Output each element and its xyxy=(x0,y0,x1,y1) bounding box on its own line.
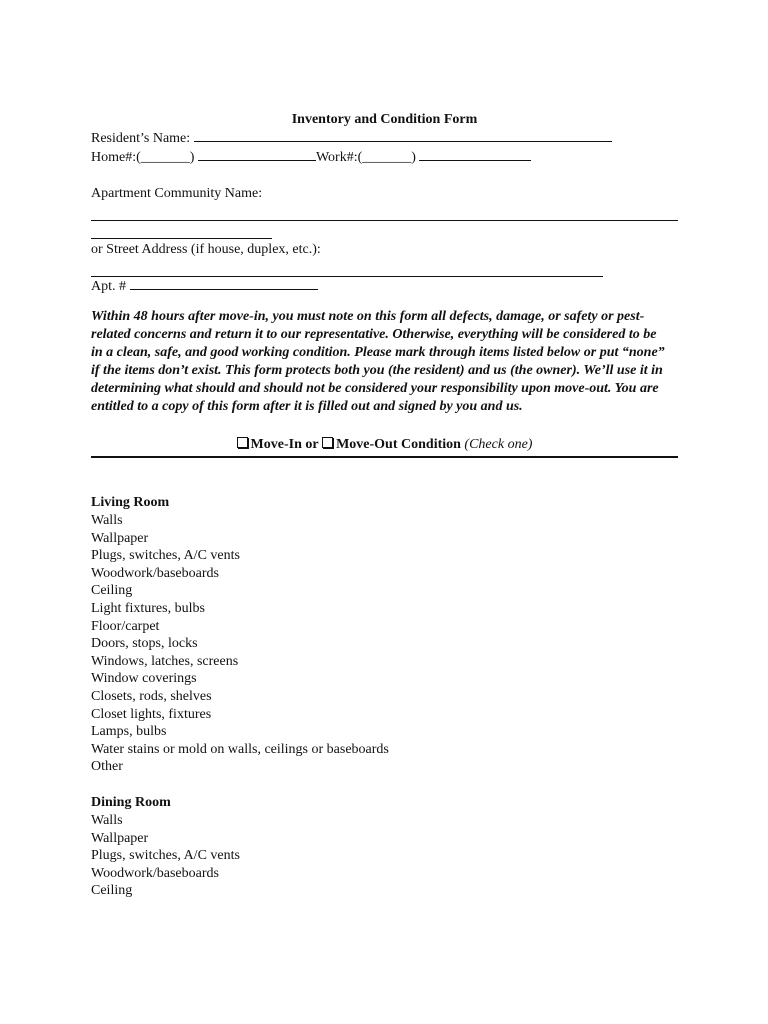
list-item: Woodwork/baseboards xyxy=(91,565,219,581)
form-page xyxy=(91,111,678,900)
list-item: Doors, stops, locks xyxy=(91,636,198,652)
list-item: Water stains or mold on walls, ceilings or baseboards xyxy=(91,741,389,757)
street-address-label: or Street Address (if house, duplex, etc.): xyxy=(91,242,321,257)
resident-name-label: Resident’s Name: xyxy=(91,131,191,146)
community-name-field[interactable] xyxy=(91,203,678,221)
list-item: Plugs, switches, A/C vents xyxy=(91,848,240,864)
apt-number-field[interactable] xyxy=(130,277,318,290)
list-item: Woodwork/baseboards xyxy=(91,865,219,881)
home-phone-label: Home#: xyxy=(91,150,137,165)
living-room-section xyxy=(91,494,678,776)
move-in-notice: Within 48 hours after move-in, you must note on this form all defects, damage, or safety or pest-related concerns and return it to our representative. Otherwise, everything will be considered to be in a clean, safe, and good working condition. Please mark through items listed below or put “none” if the items don’t exist. This form protects both you (the resident) and us (the owner). We’ll use it in determining what should and should not be considered your responsibility upon move-out. You are entitled to a copy of this form after it is filled out and signed by you and us. xyxy=(91,309,665,414)
apt-label: Apt. # xyxy=(91,279,126,294)
list-item: Window coverings xyxy=(91,671,197,687)
resident-name-row xyxy=(91,129,678,148)
list-item: Ceiling xyxy=(91,583,133,599)
move-out-label: Move-Out Condition xyxy=(336,437,461,452)
move-out-checkbox[interactable] xyxy=(322,437,333,448)
spacer xyxy=(91,167,678,185)
list-item: Lamps, bulbs xyxy=(91,724,167,740)
list-item: Other xyxy=(91,759,123,775)
list-item: Walls xyxy=(91,513,123,528)
list-item: Floor/carpet xyxy=(91,618,160,634)
move-in-checkbox[interactable] xyxy=(237,437,248,448)
list-item: Walls xyxy=(91,812,123,828)
street-address-field[interactable] xyxy=(91,259,603,277)
list-item: Wallpaper xyxy=(91,830,149,846)
home-phone-field[interactable] xyxy=(198,148,316,161)
home-area-code[interactable]: (_______) xyxy=(136,150,195,165)
work-phone-label: Work#: xyxy=(315,150,358,165)
condition-selector xyxy=(91,436,678,458)
list-item: Windows, latches, screens xyxy=(91,653,239,669)
list-item: Plugs, switches, A/C vents xyxy=(91,548,240,564)
dining-room-section xyxy=(91,794,678,900)
dining-room-title: Dining Room xyxy=(91,794,171,810)
check-one-hint: (Check one) xyxy=(464,437,533,452)
living-room-title: Living Room xyxy=(91,495,170,510)
resident-name-field[interactable] xyxy=(194,129,612,142)
list-item: Closet lights, fixtures xyxy=(91,706,212,722)
move-in-label: Move-In or xyxy=(250,437,319,452)
community-name-label: Apartment Community Name: xyxy=(91,186,263,201)
work-phone-field[interactable] xyxy=(419,148,531,161)
list-item: Closets, rods, shelves xyxy=(91,688,212,704)
community-name-field-continued[interactable] xyxy=(91,221,272,239)
list-item: Ceiling xyxy=(91,883,133,899)
list-item: Light fixtures, bulbs xyxy=(91,600,205,616)
list-item: Wallpaper xyxy=(91,530,149,546)
form-title: Inventory and Condition Form xyxy=(291,112,478,127)
work-area-code[interactable]: (_______) xyxy=(357,150,416,165)
apt-row xyxy=(91,277,678,296)
phone-row xyxy=(91,148,678,167)
